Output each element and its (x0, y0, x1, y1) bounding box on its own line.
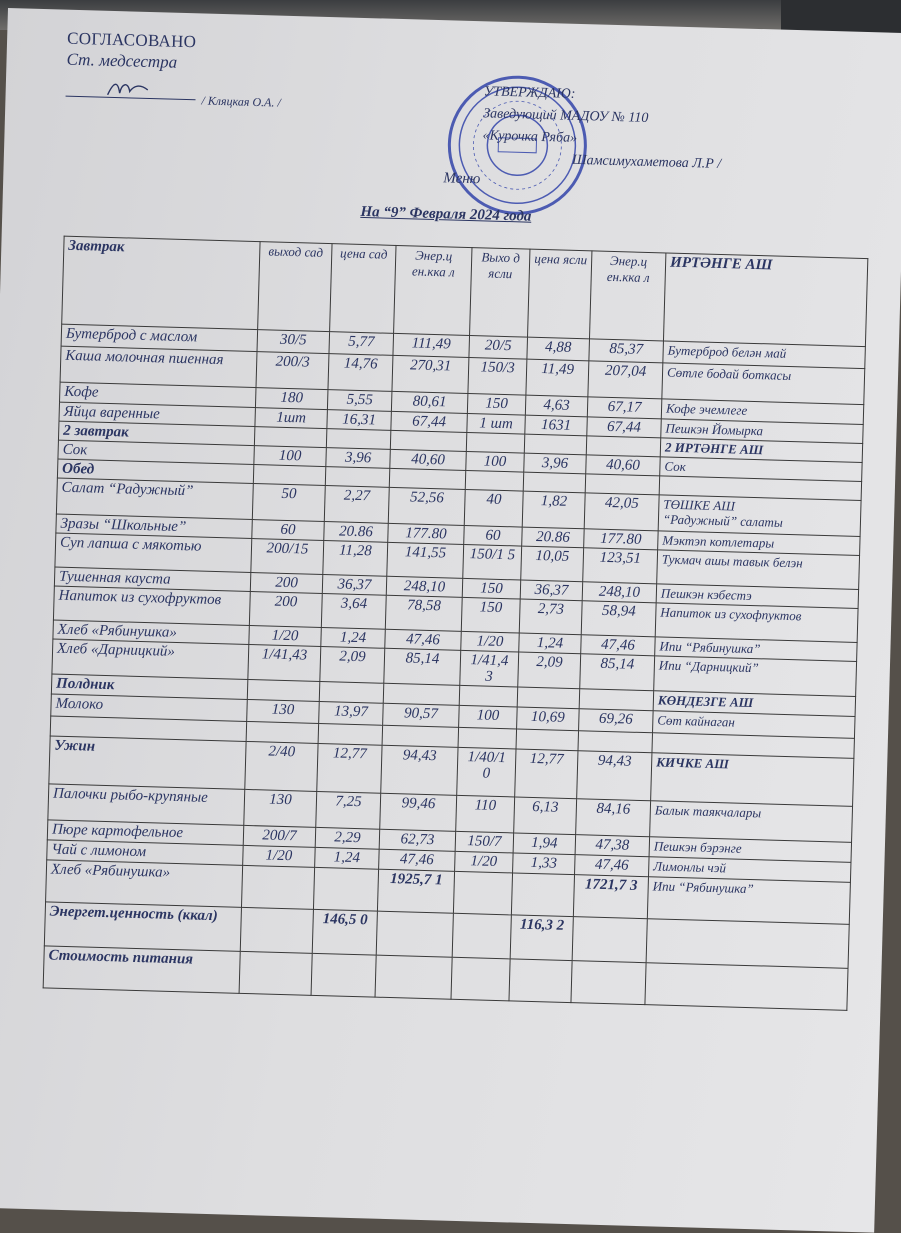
menu-title: Меню (443, 170, 481, 188)
value-cell-c3: 141,55 (387, 542, 464, 578)
value-cell-c2: 2,27 (324, 486, 389, 524)
value-cell-c1 (240, 907, 313, 953)
value-cell-c5: 6,13 (514, 797, 577, 835)
value-cell-c1: 1/41,43 (248, 644, 321, 681)
value-cell-c4 (451, 957, 510, 1001)
value-cell-c5: 4,88 (527, 337, 590, 361)
value-cell-c4 (452, 913, 511, 959)
value-cell-c2 (318, 723, 383, 745)
value-cell-c6 (586, 436, 661, 457)
menu-sheet (0, 8, 901, 1233)
value-cell-c1: 50 (252, 484, 325, 522)
value-cell-c1 (247, 679, 320, 701)
value-cell-c5: 3,96 (524, 453, 587, 474)
value-cell-c4: 1/20 (461, 631, 520, 652)
header-energy-nursery: Энер.ц ен.кка л (589, 251, 665, 341)
value-cell-c5 (511, 873, 574, 917)
value-cell-c3: 99,46 (380, 793, 457, 831)
header-price-garden: цена сад (330, 244, 396, 334)
value-cell-c4: 20/5 (469, 336, 528, 360)
header-yield-garden: выход сад (258, 242, 332, 332)
value-cell-c5 (524, 434, 587, 455)
dish-name-cell: Суп лапша с мякотью (55, 533, 252, 572)
value-cell-c1: 2/40 (245, 741, 318, 791)
value-cell-c6: 1721,7 3 (573, 875, 648, 919)
value-cell-c4: 40 (464, 489, 523, 527)
value-cell-c6: 84,16 (576, 799, 651, 837)
dish-name-cell: Обед (57, 459, 253, 483)
value-cell-c1: 1шт (255, 408, 328, 429)
approve-position: Заведующий МАДОУ № 110 (483, 106, 649, 126)
value-cell-c6 (571, 961, 646, 1005)
tatar-name-cell: Пешкэн Йомырка (661, 419, 863, 444)
tatar-name-cell: 2 ИРТӘНГЕ АШ (660, 438, 862, 463)
value-cell-c3 (383, 683, 460, 705)
value-cell-c3: 248,10 (386, 576, 463, 597)
dish-name-cell: Стоимость питания (43, 946, 240, 993)
value-cell-c2: 1,24 (315, 847, 380, 869)
value-cell-c5: 1,82 (522, 491, 585, 529)
value-cell-c4 (465, 470, 524, 491)
value-cell-c5: 1,24 (519, 633, 582, 654)
tatar-name-cell (646, 919, 849, 969)
tatar-name-cell: Тукмач ашы тавык белэн (657, 550, 860, 590)
tatar-name-cell: Пешкэн кэбестэ (656, 584, 858, 609)
value-cell-c3: 90,57 (383, 703, 460, 727)
value-cell-c5 (509, 959, 572, 1003)
approve-org: «Курочка Ряба» (482, 128, 578, 146)
value-cell-c1 (241, 865, 314, 909)
value-cell-c6: 40,60 (586, 455, 661, 476)
tatar-name-cell: Сок (660, 457, 862, 482)
value-cell-c6: 94,43 (577, 751, 652, 801)
value-cell-c3: 40,60 (390, 449, 467, 470)
value-cell-c2: 2,09 (320, 646, 385, 683)
value-cell-c1: 200/3 (256, 352, 329, 390)
approval-signer: / Кляцкая О.А. / (201, 93, 282, 110)
menu-date: На “9” Февраля 2024 года (360, 203, 532, 225)
value-cell-c6: 69,26 (579, 709, 654, 733)
value-cell-c3 (390, 430, 467, 451)
value-cell-c3: 94,43 (381, 745, 458, 795)
value-cell-c4: 60 (464, 525, 523, 546)
value-cell-c4: 1/20 (455, 851, 514, 873)
value-cell-c6: 85,37 (589, 339, 664, 363)
value-cell-c4: 1/40/1 0 (457, 747, 516, 797)
value-cell-c6: 47,46 (575, 855, 650, 877)
value-cell-c3: 78,58 (385, 595, 462, 631)
value-cell-c3: 177.80 (388, 523, 465, 544)
value-cell-c1: 180 (255, 388, 328, 410)
value-cell-c3 (376, 911, 453, 957)
value-cell-c1 (239, 951, 312, 995)
dish-name-cell: Пюре картофельное (47, 820, 243, 845)
dish-name-cell: Сок (58, 440, 254, 464)
value-cell-c2: 36,37 (322, 575, 387, 596)
value-cell-c1 (254, 427, 327, 448)
value-cell-c5: 116,3 2 (510, 915, 573, 961)
value-cell-c1 (253, 465, 326, 486)
value-cell-c2: 16,31 (327, 410, 392, 431)
value-cell-c3: 67,44 (391, 411, 468, 432)
value-cell-c6: 47,46 (581, 635, 656, 656)
value-cell-c5: 20.86 (522, 527, 585, 548)
value-cell-c5: 12,77 (515, 749, 578, 799)
value-cell-c3: 1925,7 1 (377, 869, 454, 913)
value-cell-c2: 1,24 (321, 627, 386, 648)
tatar-name-cell: Ипи “Дарницкий” (654, 656, 857, 697)
dish-name-cell: Хлеб «Рябинушка» (46, 860, 243, 907)
value-cell-c1: 60 (252, 520, 325, 541)
value-cell-c2: 20.86 (324, 522, 389, 543)
dish-name-cell: Хлеб «Рябинушка» (53, 620, 249, 644)
dish-name-cell: Бутерброд с маслом (61, 324, 258, 351)
tatar-name-cell: Пешкэн бэрэнге (649, 837, 851, 863)
dish-name-cell: Яйца варенные (59, 402, 255, 426)
value-cell-c2: 3,96 (326, 448, 391, 469)
tatar-name-cell: Кофе эчемлеге (661, 399, 863, 425)
value-cell-c5: 2,73 (519, 599, 582, 635)
dish-name-cell: 2 завтрак (58, 421, 254, 445)
value-cell-c6: 123,51 (583, 548, 658, 584)
value-cell-c6 (578, 731, 653, 753)
tatar-name-cell: Бутерброд белән май (663, 341, 866, 369)
header-tatar: ИРТӘНГЕ АШ (663, 253, 867, 347)
value-cell-c2: 14,76 (328, 354, 393, 392)
approval-title: СОГЛАСОВАНО (66, 28, 197, 52)
value-cell-c3: 111,49 (393, 333, 470, 357)
value-cell-c1: 200 (250, 573, 323, 594)
value-cell-c6 (572, 917, 647, 963)
value-cell-c4: 100 (466, 451, 525, 472)
value-cell-c4 (459, 685, 518, 707)
value-cell-c6: 47,38 (575, 835, 650, 857)
value-cell-c5: 36,37 (520, 580, 583, 601)
value-cell-c1: 200 (249, 591, 322, 627)
value-cell-c5: 10,05 (521, 546, 584, 582)
value-cell-c4: 1 шт (467, 413, 526, 434)
value-cell-c3: 47,46 (379, 849, 456, 871)
value-cell-c1: 130 (247, 699, 320, 723)
value-cell-c2: 2,29 (315, 827, 380, 849)
dish-name-cell: Зразы “Школьные” (56, 514, 252, 538)
approve-title: УТВЕРЖДАЮ: (483, 84, 576, 102)
dish-name-cell: Энергет.ценность (ккал) (44, 902, 241, 951)
header-section: Завтрак (62, 236, 260, 329)
value-cell-c6: 177.80 (584, 529, 659, 550)
dish-name-cell: Полдник (51, 674, 247, 699)
value-cell-c6 (585, 474, 660, 495)
value-cell-c6: 67,44 (587, 417, 662, 438)
value-cell-c4: 110 (456, 795, 515, 833)
value-cell-c2: 13,97 (319, 701, 384, 725)
value-cell-c2: 146,5 0 (312, 909, 377, 955)
value-cell-c5: 10,69 (517, 707, 580, 731)
value-cell-c2: 5,55 (327, 390, 392, 412)
value-cell-c2: 5,77 (329, 332, 394, 356)
header-energy-garden: Энер.ц ен.кка л (394, 245, 472, 335)
value-cell-c3 (382, 725, 459, 747)
dish-name-cell: Молоко (51, 694, 248, 721)
value-cell-c5: 4,63 (525, 395, 588, 417)
value-cell-c3: 47,46 (385, 629, 462, 650)
tatar-name-cell: Лимонлы чэй (648, 857, 850, 883)
tatar-name-cell: Напиток из сухофпуктов (655, 603, 858, 643)
menu-table (43, 236, 869, 1011)
value-cell-c1: 130 (244, 789, 317, 827)
tatar-name-cell: КИЧКЕ АШ (651, 753, 854, 807)
value-cell-c2 (319, 681, 384, 703)
dish-name-cell: Салат “Радужный” (56, 478, 253, 519)
tatar-name-cell: Мэктэп котлетары (658, 531, 860, 556)
value-cell-c6 (579, 689, 654, 711)
dish-name-cell: Кофе (60, 382, 256, 407)
value-cell-c5: 1,33 (513, 853, 576, 875)
value-cell-c3 (375, 955, 452, 999)
value-cell-c1: 100 (254, 446, 327, 467)
tatar-name-cell: Ипи “Рябинушка” (655, 637, 857, 662)
value-cell-c2: 3,64 (321, 594, 386, 630)
dish-name-cell: Ужин (49, 736, 246, 789)
value-cell-c2 (311, 953, 376, 997)
header-yield-nursery: Выхо д ясли (470, 248, 530, 338)
value-cell-c3: 62,73 (379, 829, 456, 851)
tatar-dish-name: “Радужный” салаты (662, 511, 783, 530)
value-cell-c6: 42,05 (584, 493, 659, 531)
dish-name-cell: Тушенная кауста (54, 567, 250, 591)
value-cell-c5: 1,94 (513, 833, 576, 855)
value-cell-c5 (523, 472, 586, 493)
value-cell-c1: 1/20 (249, 625, 322, 646)
dish-name-cell: Хлеб «Дарницкий» (52, 639, 249, 679)
value-cell-c6: 207,04 (588, 361, 663, 399)
tatar-name-cell (658, 495, 861, 537)
value-cell-c1: 200/15 (251, 539, 324, 575)
approval-role: Ст. медсестра (66, 49, 178, 72)
value-cell-c1: 200/7 (243, 825, 316, 847)
value-cell-c2: 12,77 (317, 743, 382, 793)
value-cell-c1: 1/20 (243, 845, 316, 867)
value-cell-c4: 100 (459, 705, 518, 729)
tatar-name-cell: КӨНДЕЗГЕ АШ (653, 691, 855, 717)
value-cell-c5: 11,49 (526, 359, 589, 397)
value-cell-c1: 30/5 (257, 330, 330, 354)
value-cell-c3: 80,61 (391, 391, 468, 413)
value-cell-c4: 150 (461, 597, 520, 633)
value-cell-c4: 150/3 (468, 358, 527, 396)
value-cell-c2 (313, 867, 378, 911)
value-cell-c4 (453, 871, 512, 915)
tatar-name-cell (645, 963, 848, 1011)
dish-name-cell: Палочки рыбо-крупяные (48, 784, 245, 825)
value-cell-c6: 248,10 (582, 582, 657, 603)
header-price-nursery: цена ясли (528, 249, 592, 339)
dish-name-cell: Каша молочная пшенная (60, 346, 257, 387)
value-cell-c4: 150/7 (455, 831, 514, 853)
approve-block (482, 81, 724, 176)
value-cell-c4: 150/1 5 (463, 544, 522, 580)
value-cell-c6: 67,17 (587, 397, 662, 419)
value-cell-c3 (389, 468, 466, 489)
tatar-name-cell: Сөтле бодай боткасы (662, 363, 865, 405)
value-cell-c5: 2,09 (518, 652, 581, 689)
value-cell-c6: 85,14 (580, 654, 655, 691)
value-cell-c4: 150 (467, 393, 526, 415)
tatar-name-cell: Балык таякчалары (650, 801, 853, 843)
value-cell-c2 (325, 467, 390, 488)
value-cell-c1 (246, 721, 319, 743)
tatar-section-label: ТӨШКЕ АШ (663, 496, 736, 514)
value-cell-c5: 1631 (525, 415, 588, 436)
tatar-name-cell: Сөт кайнаган (653, 711, 856, 739)
value-cell-c3: 52,56 (388, 487, 465, 525)
value-cell-c5 (517, 687, 580, 709)
value-cell-c6: 58,94 (581, 601, 656, 637)
tatar-name-cell: Ипи “Рябинушка” (647, 877, 850, 925)
approval-block (66, 28, 196, 74)
approve-signer: Шамсимухаметова Л.Р / (571, 152, 722, 172)
value-cell-c5 (516, 729, 579, 751)
value-cell-c3: 270,31 (392, 355, 469, 393)
value-cell-c2: 7,25 (316, 791, 381, 829)
value-cell-c4 (458, 727, 517, 749)
value-cell-c4: 1/41,4 3 (460, 650, 519, 687)
value-cell-c3: 85,14 (384, 648, 461, 685)
value-cell-c2 (326, 429, 391, 450)
value-cell-c4: 150 (462, 578, 521, 599)
dish-name-cell: Чай с лимоном (47, 840, 243, 865)
value-cell-c2: 11,28 (323, 541, 388, 577)
value-cell-c4 (466, 432, 525, 453)
dish-name-cell: Напиток из сухофруктов (53, 586, 250, 625)
